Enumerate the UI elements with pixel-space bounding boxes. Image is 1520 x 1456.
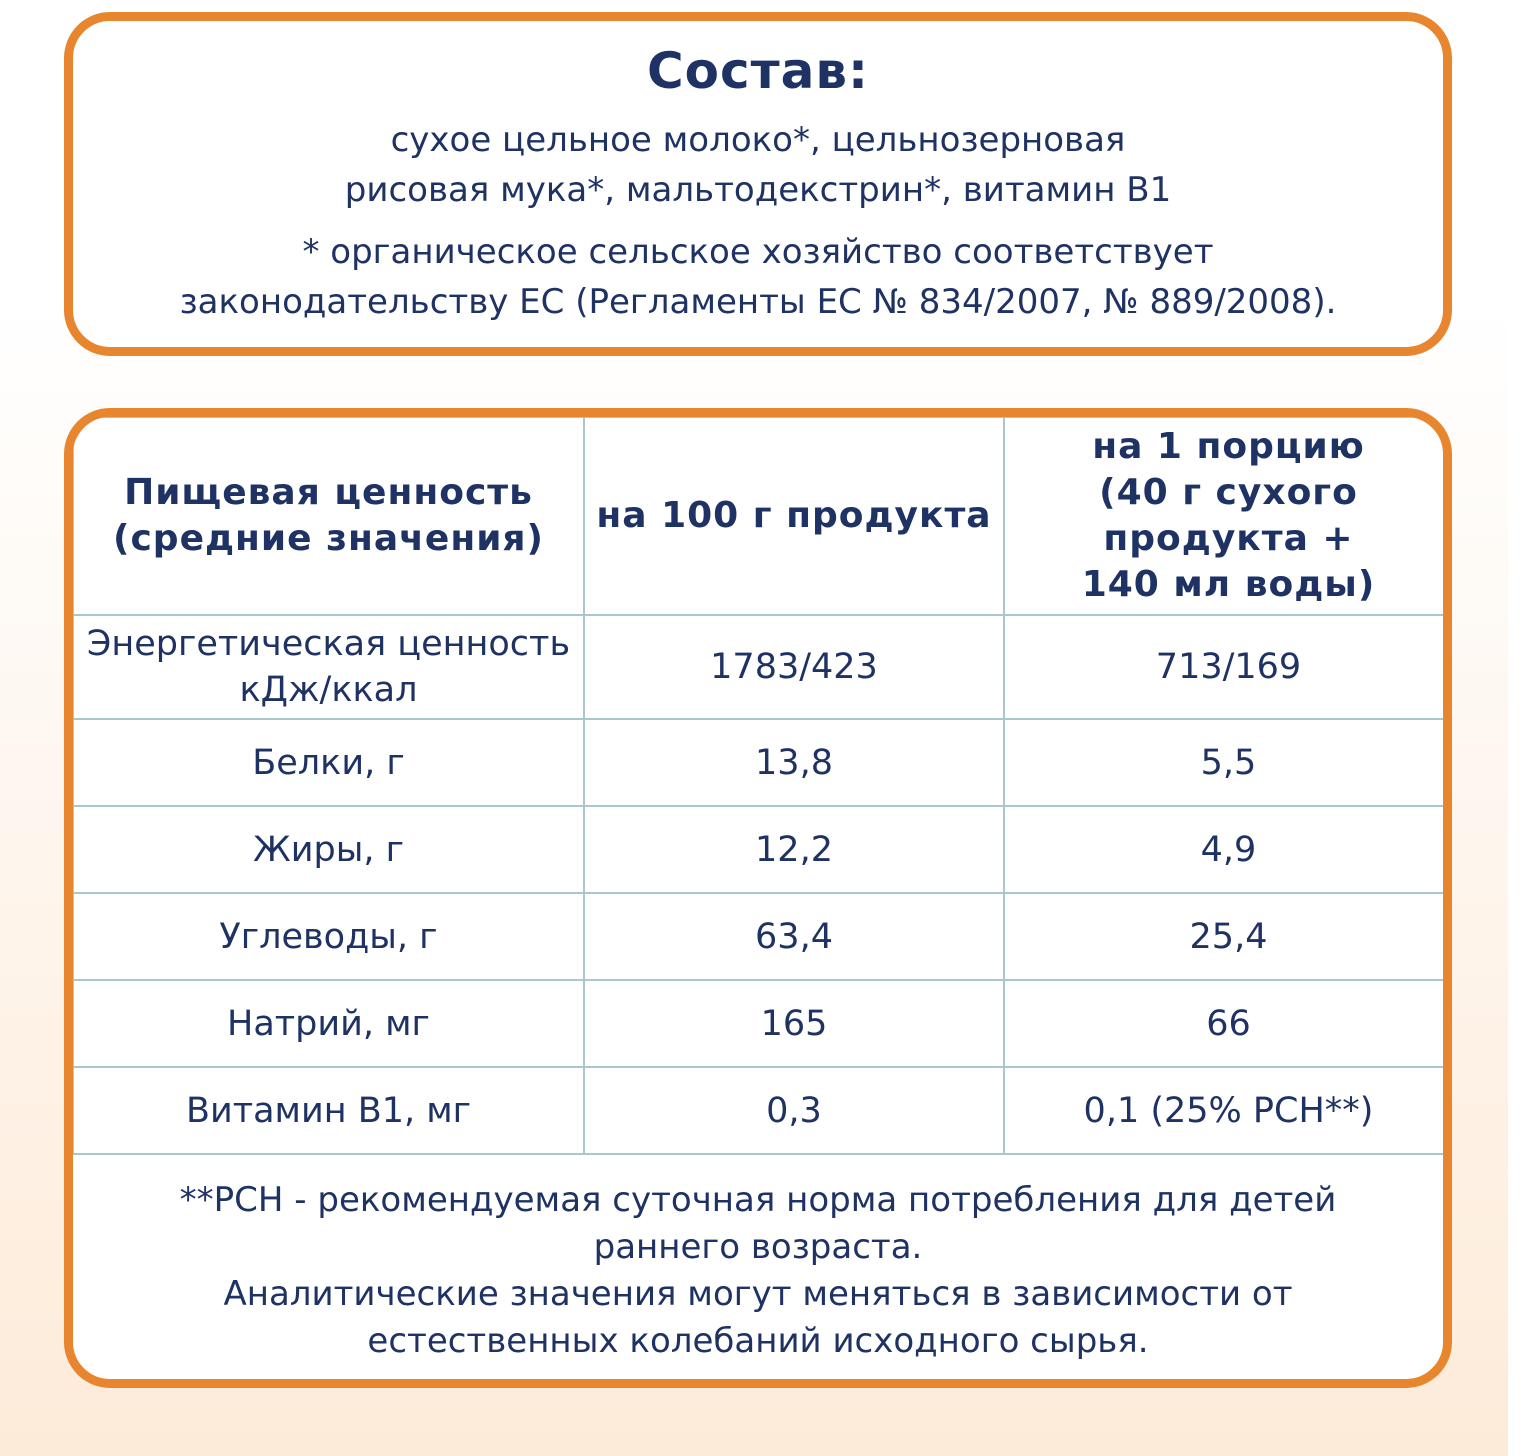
header-line: на 100 г продукта: [596, 495, 992, 536]
table-row: [73, 980, 1452, 1067]
table-header-row: [73, 417, 1452, 615]
composition-panel: [64, 12, 1452, 356]
footnote: [73, 1177, 1443, 1365]
value-per-100g: 1783/423: [584, 615, 1004, 719]
header-line: на 1 порцию: [1092, 426, 1365, 467]
value-per-portion: 4,9: [1004, 806, 1452, 893]
header-line: Пищевая ценность: [124, 472, 533, 513]
value-per-portion: 713/169: [1004, 615, 1452, 719]
footnote-line: раннего возраста.: [593, 1227, 923, 1267]
nutrition-table: [72, 416, 1452, 1155]
value-per-100g: 13,8: [584, 719, 1004, 806]
value-per-100g: 165: [584, 980, 1004, 1067]
row-label-line: кДж/ккал: [239, 670, 418, 710]
organic-note-line: * органическое сельское хозяйство соответствует: [302, 232, 1214, 272]
value-per-100g: 63,4: [584, 893, 1004, 980]
row-label: Натрий, мг: [73, 980, 584, 1067]
row-label: Витамин B1, мг: [73, 1067, 584, 1154]
value-per-100g: 0,3: [584, 1067, 1004, 1154]
header-per-portion: [1004, 417, 1452, 615]
composition-title: Состав:: [646, 42, 870, 100]
header-per-100g: [584, 417, 1004, 615]
table-row: [73, 1067, 1452, 1154]
organic-note: [73, 227, 1443, 327]
organic-note-line: законодательству ЕС (Регламенты ЕС № 834/2007, № 889/2008).: [179, 282, 1337, 322]
table-row: [73, 615, 1452, 719]
row-label: Жиры, г: [73, 806, 584, 893]
row-label: Углеводы, г: [73, 893, 584, 980]
table-row: [73, 893, 1452, 980]
value-per-100g: 12,2: [584, 806, 1004, 893]
value-per-portion: 66: [1004, 980, 1452, 1067]
header-line: (средние значения): [113, 518, 544, 559]
row-label: [73, 615, 584, 719]
value-per-portion: 0,1 (25% РСН**): [1004, 1067, 1452, 1154]
nutrition-panel: [64, 408, 1452, 1388]
header-line: 140 мл воды): [1081, 564, 1376, 605]
table-row: [73, 806, 1452, 893]
footnote-line: Аналитические значения могут меняться в зависимости от: [223, 1274, 1293, 1314]
value-per-portion: 25,4: [1004, 893, 1452, 980]
composition-ingredients: [73, 115, 1443, 215]
ingredients-line: сухое цельное молоко*, цельнозерновая: [390, 120, 1126, 160]
footnote-line: естественных колебаний исходного сырья.: [367, 1321, 1149, 1361]
header-line: продукта +: [1103, 518, 1354, 559]
row-label-line: Энергетическая ценность: [86, 624, 571, 664]
header-nutrition-value: [73, 417, 584, 615]
ingredients-line: рисовая мука*, мальтодекстрин*, витамин B1: [344, 170, 1172, 210]
row-label: Белки, г: [73, 719, 584, 806]
footnote-line: **РСН - рекомендуемая суточная норма потребления для детей: [179, 1180, 1337, 1220]
table-row: [73, 719, 1452, 806]
right-edge-strip: [1508, 0, 1520, 1456]
header-line: (40 г сухого: [1099, 472, 1358, 513]
value-per-portion: 5,5: [1004, 719, 1452, 806]
